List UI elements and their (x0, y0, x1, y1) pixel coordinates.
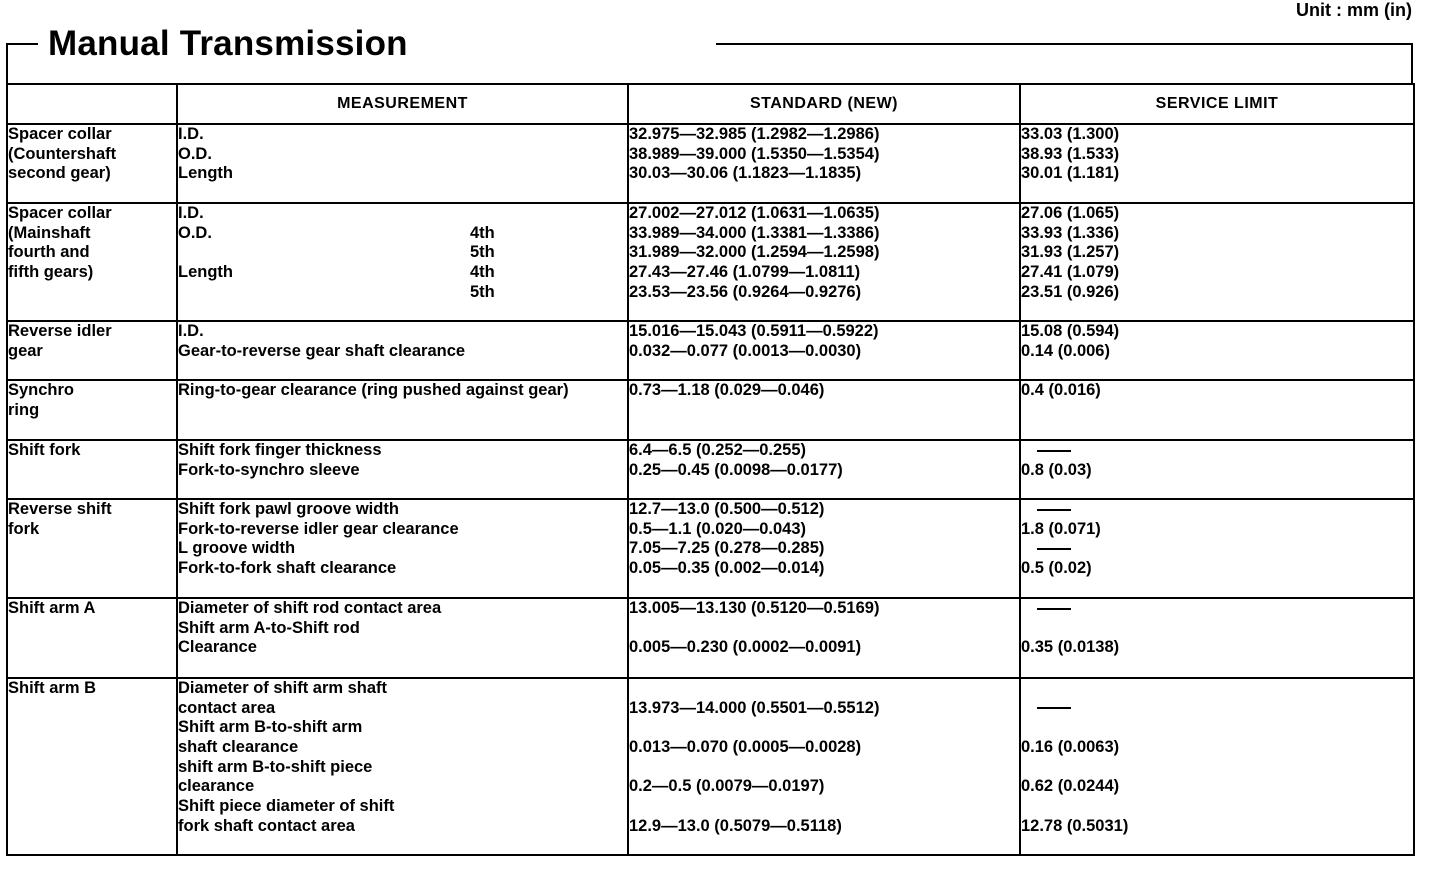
service-limit-cell (1020, 598, 1414, 678)
gear-sub-label: 4th (470, 263, 495, 282)
item-label: fork (8, 519, 40, 538)
standard-cell (628, 321, 1020, 380)
header-service-limit: SERVICE LIMIT (1020, 84, 1414, 124)
standard-cell (628, 203, 1020, 321)
measurement-label: Shift fork finger thickness (178, 441, 382, 459)
service-limit-cell (1020, 321, 1414, 380)
service-limit-value: 30.01 (1.181) (1021, 164, 1120, 183)
no-limit-dash (1037, 707, 1071, 709)
service-limit-value (1021, 699, 1413, 719)
standard-value: 38.989—39.000 (1.5350—1.5354) (629, 144, 880, 163)
service-limit-value (1021, 619, 1413, 639)
service-limit-value: 0.8 (0.03) (1021, 460, 1092, 479)
service-limit-value (1021, 679, 1413, 699)
standard-cell (628, 678, 1020, 855)
service-limit-value: 0.14 (0.006) (1021, 341, 1110, 360)
measurement-cell (177, 380, 628, 440)
frame-left (6, 43, 8, 83)
service-limit-value (1021, 718, 1413, 738)
measurement-label: Shift arm B-to-shift arm (178, 718, 363, 737)
measurement-label: Shift arm A-to-Shift rod (178, 618, 360, 637)
table-row (7, 124, 1414, 203)
item-label: Reverse shift (8, 500, 112, 518)
service-limit-value: 0.16 (0.0063) (1021, 738, 1120, 757)
service-limit-cell (1020, 380, 1414, 440)
measurement-label: Shift piece diameter of shift (178, 797, 395, 816)
measurement-label: O.D. 4th (178, 223, 495, 242)
service-limit-value: 33.03 (1.300) (1021, 125, 1120, 143)
item-label: Reverse idler (8, 322, 112, 340)
no-limit-dash (1037, 548, 1071, 550)
standard-value: 6.4—6.5 (0.252—0.255) (629, 441, 807, 459)
unit-label: Unit : mm (in) (1296, 0, 1412, 20)
standard-value: 13.005—13.130 (0.5120—0.5169) (629, 599, 880, 617)
gear-sub-label: 5th (470, 282, 495, 301)
service-limit-value: 33.93 (1.336) (1021, 223, 1120, 242)
item-label: (Countershaft (8, 144, 117, 163)
table-row (7, 380, 1414, 440)
item-cell (7, 321, 177, 380)
standard-value: 0.5—1.1 (0.020—0.043) (629, 519, 807, 538)
measurement-label: Clearance (178, 638, 257, 657)
service-limit-value: 15.08 (0.594) (1021, 322, 1120, 340)
measurement-cell (177, 598, 628, 678)
service-limit-value (1021, 441, 1413, 461)
service-limit-value: 0.35 (0.0138) (1021, 638, 1120, 657)
measurement-label: I.D. (178, 322, 204, 340)
standard-value: 13.973—14.000 (0.5501—0.5512) (629, 698, 880, 717)
standard-value: 23.53—23.56 (0.9264—0.9276) (629, 282, 862, 301)
gear-sub-label: 5th (470, 243, 495, 262)
measurement-label: Length 4th (178, 263, 495, 282)
standard-value: 0.005—0.230 (0.0002—0.0091) (629, 638, 862, 657)
measurement-label: Gear-to-reverse gear shaft clearance (178, 341, 466, 360)
standard-value (629, 797, 1019, 817)
table-row (7, 499, 1414, 598)
header-standard: STANDARD (NEW) (628, 84, 1020, 124)
item-label: Shift fork (8, 441, 81, 459)
item-cell (7, 499, 177, 598)
measurement-cell (177, 321, 628, 380)
standard-cell (628, 499, 1020, 598)
measurement-label: Fork-to-synchro sleeve (178, 460, 360, 479)
service-limit-value: 38.93 (1.533) (1021, 144, 1120, 163)
measurement-label: clearance (178, 777, 255, 796)
item-cell (7, 598, 177, 678)
standard-value: 27.43—27.46 (1.0799—1.0811) (629, 263, 861, 282)
service-limit-value: 0.62 (0.0244) (1021, 777, 1120, 796)
measurement-label: Shift fork pawl groove width (178, 500, 399, 518)
service-limit-value: 23.51 (0.926) (1021, 282, 1120, 301)
standard-value: 27.002—27.012 (1.0631—1.0635) (629, 204, 880, 222)
table-row (7, 440, 1414, 499)
item-label: second gear) (8, 164, 111, 183)
standard-value: 0.013—0.070 (0.0005—0.0028) (629, 738, 862, 757)
measurement-label: contact area (178, 698, 276, 717)
standard-value (629, 679, 1019, 699)
standard-value (629, 758, 1019, 778)
measurement-cell (177, 124, 628, 203)
measurement-label: shaft clearance (178, 738, 299, 757)
service-limit-value: 0.5 (0.02) (1021, 559, 1092, 578)
measurement-cell (177, 440, 628, 499)
standard-value: 30.03—30.06 (1.1823—1.1835) (629, 164, 862, 183)
standard-value: 33.989—34.000 (1.3381—1.3386) (629, 223, 880, 242)
item-label: Spacer collar (8, 125, 112, 143)
item-label: fifth gears) (8, 263, 94, 282)
standard-value: 0.2—0.5 (0.0079—0.0197) (629, 777, 825, 796)
service-limit-value (1021, 539, 1413, 559)
item-cell (7, 440, 177, 499)
item-cell (7, 380, 177, 440)
table-row (7, 203, 1414, 321)
no-limit-dash (1037, 608, 1071, 610)
spec-table (6, 83, 1415, 856)
measurement-label: Ring-to-gear clearance (ring pushed against gear) (178, 381, 569, 399)
header-row (7, 84, 1414, 124)
measurement-label: Length (178, 164, 233, 183)
measurement-label: fork shaft contact area (178, 816, 355, 835)
service-limit-value: 1.8 (0.071) (1021, 519, 1101, 538)
service-limit-value: 27.41 (1.079) (1021, 263, 1120, 282)
service-limit-value: 31.93 (1.257) (1021, 243, 1120, 262)
header-item (7, 84, 177, 124)
measurement-label: Fork-to-fork shaft clearance (178, 559, 397, 578)
measurement-cell (177, 203, 628, 321)
title-rule-left (6, 43, 38, 45)
measurement-label: I.D. (178, 204, 204, 222)
measurement-label: Diameter of shift arm shaft (178, 679, 388, 697)
gear-sub-label: 4th (470, 223, 495, 242)
no-limit-dash (1037, 509, 1071, 511)
service-limit-cell (1020, 499, 1414, 598)
measurement-cell (177, 678, 628, 855)
measurement-label (178, 283, 627, 303)
measurement-label: shift arm B-to-shift piece (178, 757, 373, 776)
standard-value: 15.016—15.043 (0.5911—0.5922) (629, 322, 879, 340)
measurement-label: O.D. (178, 144, 212, 163)
service-limit-value: 0.4 (0.016) (1021, 381, 1101, 399)
service-limit-value: 12.78 (0.5031) (1021, 816, 1129, 835)
table-row (7, 598, 1414, 678)
standard-value: 0.032—0.077 (0.0013—0.0030) (629, 341, 862, 360)
item-label: Spacer collar (8, 204, 112, 222)
measurement-label: L groove width (178, 539, 296, 558)
service-limit-value: 27.06 (1.065) (1021, 204, 1120, 222)
measurement-cell (177, 499, 628, 598)
service-limit-cell (1020, 440, 1414, 499)
service-limit-cell (1020, 203, 1414, 321)
measurement-label: I.D. (178, 125, 204, 143)
standard-value: 0.05—0.35 (0.002—0.014) (629, 559, 825, 578)
item-label: fourth and (8, 243, 90, 262)
measurement-label (178, 243, 627, 263)
service-limit-cell (1020, 124, 1414, 203)
standard-value: 7.05—7.25 (0.278—0.285) (629, 539, 825, 558)
table-row (7, 321, 1414, 380)
standard-cell (628, 380, 1020, 440)
standard-value (629, 619, 1019, 639)
standard-value: 0.25—0.45 (0.0098—0.0177) (629, 460, 843, 479)
item-label: Shift arm B (8, 679, 97, 697)
service-limit-value (1021, 758, 1413, 778)
measurement-label: Fork-to-reverse idler gear clearance (178, 519, 459, 538)
standard-value (629, 718, 1019, 738)
measurement-label: Diameter of shift rod contact area (178, 599, 442, 617)
item-label: ring (8, 400, 40, 419)
service-limit-cell (1020, 678, 1414, 855)
item-label: Synchro (8, 381, 75, 399)
item-label: Shift arm A (8, 599, 96, 617)
item-label: (Mainshaft (8, 223, 91, 242)
item-cell (7, 678, 177, 855)
service-limit-value (1021, 797, 1413, 817)
standard-value: 0.73—1.18 (0.029—0.046) (629, 381, 825, 399)
page-title: Manual Transmission (48, 24, 408, 63)
standard-cell (628, 598, 1020, 678)
standard-value: 12.7—13.0 (0.500—0.512) (629, 500, 825, 518)
header-measurement: MEASUREMENT (177, 84, 628, 124)
standard-cell (628, 124, 1020, 203)
no-limit-dash (1037, 450, 1071, 452)
standard-value: 31.989—32.000 (1.2594—1.2598) (629, 243, 880, 262)
table-row (7, 678, 1414, 855)
standard-value: 32.975—32.985 (1.2982—1.2986) (629, 125, 880, 143)
item-cell (7, 124, 177, 203)
frame-right (1411, 43, 1413, 83)
title-rule-right (716, 43, 1413, 45)
standard-value: 12.9—13.0 (0.5079—0.5118) (629, 816, 842, 835)
item-cell (7, 203, 177, 321)
service-limit-value (1021, 500, 1413, 520)
service-limit-value (1021, 599, 1413, 619)
standard-cell (628, 440, 1020, 499)
item-label: gear (8, 341, 43, 360)
